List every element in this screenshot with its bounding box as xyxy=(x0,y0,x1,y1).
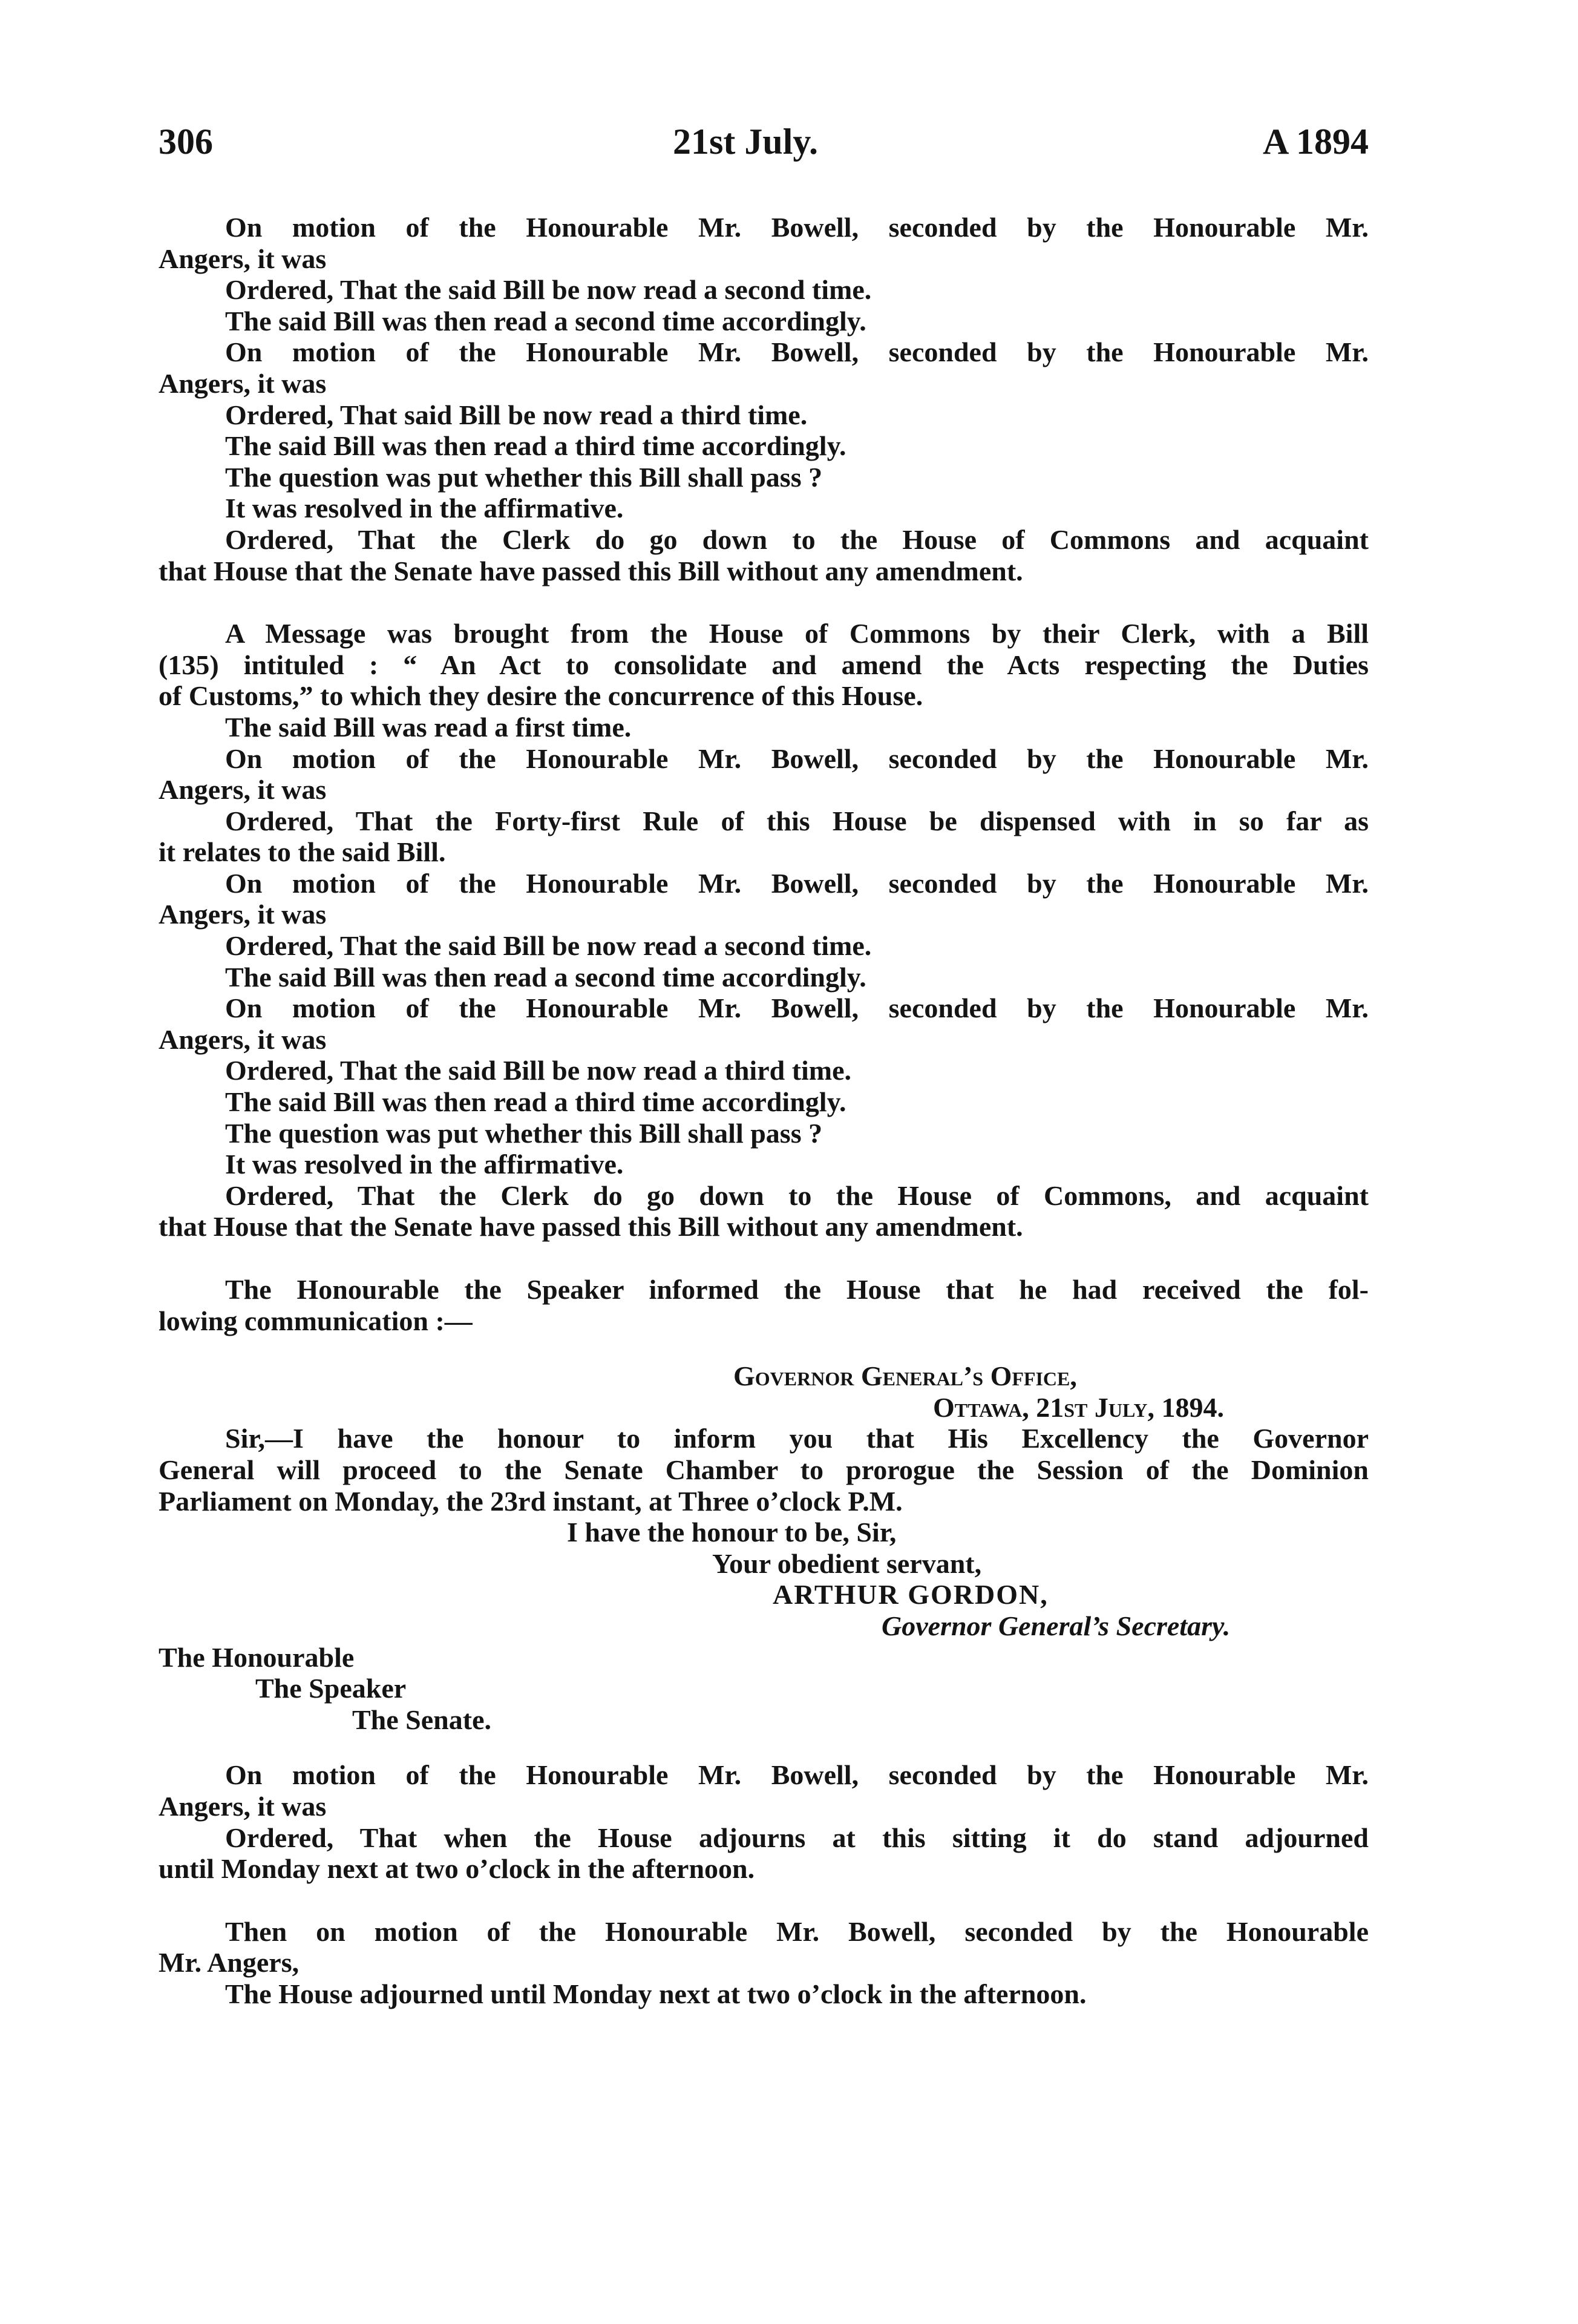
text-line: A Message was brought from the House of Commons by their Clerk, with a Bill xyxy=(225,618,1369,649)
text-line: (135) intituled : “ An Act to consolidate and amend the Acts respecting the Duties xyxy=(159,649,1369,680)
letter-addressee: The Speaker xyxy=(255,1673,407,1704)
section-adjournment-order xyxy=(159,1759,1369,1884)
text-line: Ordered, That when the House adjourns at this sitting it do stand adjourned xyxy=(225,1822,1369,1853)
letter-line: Parliament on Monday, the 23rd instant, at Three o’clock P.M. xyxy=(159,1485,903,1517)
section-spacer xyxy=(159,1885,1369,1916)
text-line: Ordered, That the said Bill be now read a second time. xyxy=(225,274,872,306)
letter-closing: Your obedient servant, xyxy=(712,1548,982,1579)
text-line: of Customs,” to which they desire the concurrence of this House. xyxy=(159,680,923,712)
text-line: The said Bill was then read a third time accordingly. xyxy=(225,430,846,462)
text-line: On motion of the Honourable Mr. Bowell, seconded by the Honourable Mr. xyxy=(225,743,1369,774)
page-date: 21st July. xyxy=(673,122,819,162)
text-line: On motion of the Honourable Mr. Bowell, seconded by the Honourable Mr. xyxy=(225,993,1369,1024)
letter-spacer xyxy=(159,1336,1369,1361)
text-line: Angers, it was xyxy=(159,1790,327,1822)
text-line: On motion of the Honourable Mr. Bowell, seconded by the Honourable Mr. xyxy=(225,212,1369,243)
communication-intro: The Honourable the Speaker informed the House that he had received the fol- xyxy=(225,1274,1369,1305)
text-line: Then on motion of the Honourable Mr. Bowell, seconded by the Honourable xyxy=(225,1915,1369,1947)
text-line: The said Bill was then read a second time accordingly. xyxy=(225,961,866,993)
text-line: that House that the Senate have passed this Bill without any amendment. xyxy=(159,1211,1023,1242)
section-first-bill-proceedings xyxy=(159,212,1369,586)
text-line: that House that the Senate have passed this Bill without any amendment. xyxy=(159,555,1023,586)
text-line: The House adjourned until Monday next at two o’clock in the afternoon. xyxy=(225,1978,1087,2009)
text-line: The said Bill was then read a second time accordingly. xyxy=(225,305,866,336)
text-line: It was resolved in the affirmative. xyxy=(225,1149,624,1180)
text-line: it relates to the said Bill. xyxy=(159,836,446,868)
letter-office: Governor General’s Office, xyxy=(733,1361,1077,1392)
letter-line: Sir,—I have the honour to inform you that His Excellency the Governor xyxy=(225,1423,1369,1454)
text-line: On motion of the Honourable Mr. Bowell, seconded by the Honourable Mr. xyxy=(225,336,1369,368)
text-line: The said Bill was then read a third time accordingly. xyxy=(225,1086,846,1118)
text-line: The said Bill was read a first time. xyxy=(225,711,632,743)
section-customs-bill-message xyxy=(159,618,1369,1242)
text-line: Angers, it was xyxy=(159,367,327,399)
letter-signer: ARTHUR GORDON, xyxy=(773,1579,1049,1610)
text-line: until Monday next at two o’clock in the afternoon. xyxy=(159,1853,755,1885)
text-line: On motion of the Honourable Mr. Bowell, seconded by the Honourable Mr. xyxy=(225,867,1369,899)
text-line: Ordered, That the Clerk do go down to the House of Commons and acquaint xyxy=(225,524,1369,555)
communication-intro-cont: lowing communication :— xyxy=(159,1305,473,1336)
letter-addressee: The Honourable xyxy=(159,1641,355,1673)
letter-place-date: Ottawa, 21st July, 1894. xyxy=(933,1391,1224,1423)
text-line: Angers, it was xyxy=(159,899,327,930)
section-spacer xyxy=(159,1242,1369,1274)
text-line: Ordered, That the Clerk do go down to the House of Commons, and acquaint xyxy=(225,1180,1369,1211)
text-line: On motion of the Honourable Mr. Bowell, seconded by the Honourable Mr. xyxy=(225,1759,1369,1791)
section-spacer xyxy=(159,586,1369,618)
text-line: Ordered, That said Bill be now read a third time. xyxy=(225,399,808,430)
letter-closing: I have the honour to be, Sir, xyxy=(567,1517,897,1548)
page-number: 306 xyxy=(159,122,213,162)
page-year: A 1894 xyxy=(1262,122,1369,162)
text-line: Angers, it was xyxy=(159,243,327,274)
text-line: The question was put whether this Bill shall pass ? xyxy=(225,461,823,493)
journal-body xyxy=(159,212,1369,2009)
text-line: Mr. Angers, xyxy=(159,1947,300,1978)
page-header xyxy=(159,121,1369,169)
text-line: The question was put whether this Bill shall pass ? xyxy=(225,1117,823,1149)
text-line: Ordered, That the Forty-first Rule of this House be dispensed with in so far as xyxy=(225,805,1369,836)
section-speaker-communication xyxy=(159,1274,1369,1735)
letter-line: General will proceed to the Senate Chamber to prorogue the Session of the Dominion xyxy=(159,1454,1369,1485)
letter-addressee: The Senate. xyxy=(352,1704,491,1735)
section-spacer xyxy=(159,1735,1369,1759)
text-line: It was resolved in the affirmative. xyxy=(225,493,624,524)
section-house-adjourned xyxy=(159,1916,1369,2010)
text-line: Angers, it was xyxy=(159,774,327,806)
letter-signer-title: Governor General’s Secretary. xyxy=(882,1610,1231,1641)
text-line: Ordered, That the said Bill be now read a second time. xyxy=(225,930,872,962)
text-line: Angers, it was xyxy=(159,1023,327,1055)
text-line: Ordered, That the said Bill be now read a third time. xyxy=(225,1055,852,1086)
